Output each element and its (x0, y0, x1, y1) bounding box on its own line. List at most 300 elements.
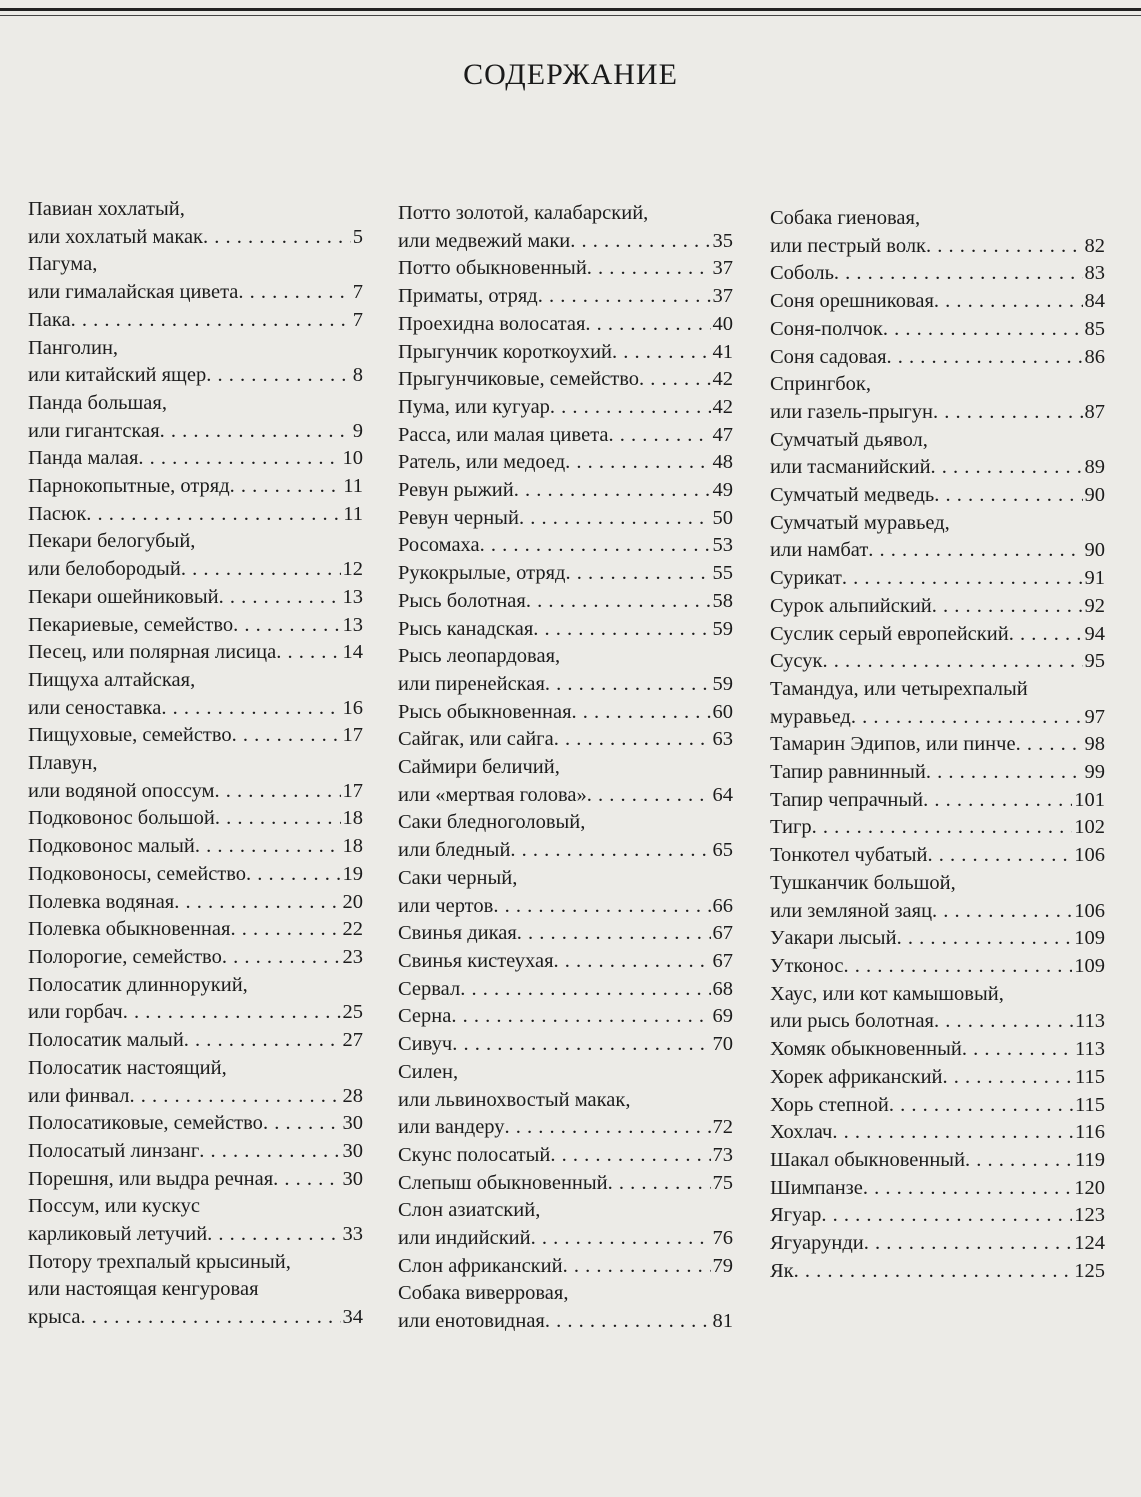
dot-leader (926, 233, 1082, 261)
toc-entry-last-line (770, 593, 1105, 621)
toc-entry (770, 565, 1105, 593)
toc-page-number: 89 (1084, 456, 1105, 479)
toc-entry-text: или сеноставка (28, 696, 162, 719)
dot-leader (123, 999, 341, 1027)
toc-entry-last-line (770, 399, 1105, 427)
toc-entry-text: Свинья кистеухая (398, 949, 554, 972)
toc-entry (770, 260, 1105, 288)
toc-entry (398, 809, 733, 864)
toc-entry (28, 833, 363, 861)
dot-leader (585, 311, 710, 339)
toc-entry-text: или пиренейская (398, 672, 545, 695)
toc-page-number: 50 (712, 506, 733, 529)
toc-page-number: 115 (1075, 1065, 1105, 1088)
toc-entry (770, 1064, 1105, 1092)
toc-page-number: 65 (712, 839, 733, 862)
toc-entry-text: Ягуарунди (770, 1232, 864, 1255)
toc-page-number: 87 (1084, 400, 1105, 423)
toc-entry-text: Рысь леопардовая, (398, 645, 561, 668)
toc-entry-text: Уакари лысый (770, 927, 897, 950)
toc-entry (398, 976, 733, 1004)
toc-entry-text: Соня орешниковая (770, 290, 934, 313)
toc-entry-text: Слон африканский (398, 1254, 563, 1277)
toc-page-number: 10 (342, 447, 363, 470)
toc-entry (770, 344, 1105, 372)
dot-leader (505, 1114, 711, 1142)
toc-entry (770, 1092, 1105, 1120)
dot-leader (533, 616, 710, 644)
toc-page-number: 7 (352, 281, 363, 304)
dot-leader (263, 1110, 341, 1138)
toc-entry-text: Хомяк обыкновенный (770, 1038, 962, 1061)
toc-entry (28, 722, 363, 750)
toc-entry (398, 366, 733, 394)
toc-entry (770, 981, 1105, 1036)
dot-leader (864, 1230, 1072, 1258)
toc-entry (28, 528, 363, 583)
toc-entry-text: Саки бледноголовый, (398, 811, 586, 834)
toc-entry-last-line (398, 699, 733, 727)
toc-entry-last-line (770, 704, 1105, 732)
toc-entry-last-line (398, 1031, 733, 1059)
toc-entry-last-line (28, 695, 363, 723)
toc-entry (398, 505, 733, 533)
toc-page-number: 25 (342, 1001, 363, 1024)
toc-entry-text: Як (770, 1259, 794, 1282)
toc-entry-text: или чертов (398, 894, 494, 917)
dot-leader (526, 588, 711, 616)
toc-entry-last-line (398, 255, 733, 283)
toc-entry-text: Полосатик длиннорукий, (28, 973, 248, 996)
toc-entry-last-line (398, 339, 733, 367)
toc-entry-text: Утконос (770, 954, 844, 977)
toc-entry-last-line (770, 787, 1105, 815)
dot-leader (545, 671, 711, 699)
dot-leader (897, 925, 1073, 953)
toc-entry-text: Тапир чепрачный (770, 788, 924, 811)
toc-page-number: 106 (1074, 844, 1105, 867)
toc-entry (28, 445, 363, 473)
toc-entry-last-line (398, 782, 733, 810)
toc-entry (398, 754, 733, 809)
toc-entry (770, 1147, 1105, 1175)
toc-entry-text: Подковонос большой (28, 807, 215, 830)
toc-entry-text: Ягуар (770, 1204, 822, 1227)
toc-entry-text: Слон азиатский, (398, 1199, 541, 1222)
toc-entry-text: Собака виверровая, (398, 1282, 569, 1305)
toc-page-number: 17 (342, 724, 363, 747)
dot-leader (519, 505, 711, 533)
toc-entry (770, 1175, 1105, 1203)
dot-leader (608, 1170, 711, 1198)
toc-entry (28, 501, 363, 529)
dot-leader (933, 399, 1082, 427)
dot-leader (923, 787, 1072, 815)
toc-page-number: 72 (712, 1116, 733, 1139)
toc-entry (398, 394, 733, 422)
toc-entry (770, 676, 1105, 731)
toc-page-number: 99 (1084, 761, 1105, 784)
toc-entry-last-line (28, 722, 363, 750)
toc-entry-text: Соня-полчок (770, 317, 883, 340)
toc-entry-last-line (770, 454, 1105, 482)
toc-entry-text: Ревун черный (398, 506, 519, 529)
dot-leader (129, 1083, 340, 1111)
toc-page-number: 69 (712, 1005, 733, 1028)
toc-page-number: 53 (712, 534, 733, 557)
toc-entry-last-line (398, 920, 733, 948)
toc-page-number: 30 (342, 1167, 363, 1190)
toc-page-number: 86 (1084, 345, 1105, 368)
dot-leader (452, 1031, 710, 1059)
toc-entry-last-line (28, 445, 363, 473)
toc-entry-last-line (28, 556, 363, 584)
toc-entry-text: Подковоносы, семейство (28, 862, 247, 885)
toc-entry-text: или гималайская цивета (28, 281, 239, 304)
toc-entry-last-line (398, 394, 733, 422)
toc-page-number: 23 (342, 945, 363, 968)
toc-entry (28, 667, 363, 722)
toc-page-number: 9 (352, 419, 363, 442)
dot-leader (868, 537, 1082, 565)
toc-entry (398, 422, 733, 450)
dot-leader (233, 612, 340, 640)
toc-entry (770, 621, 1105, 649)
toc-page-number: 20 (342, 890, 363, 913)
toc-entry-text: Сервал (398, 977, 461, 1000)
toc-entry-last-line (28, 1027, 363, 1055)
toc-entry (770, 648, 1105, 676)
toc-page-number: 120 (1074, 1176, 1105, 1199)
dot-leader (199, 1138, 340, 1166)
toc-entry-last-line (770, 731, 1105, 759)
toc-entry-last-line (28, 944, 363, 972)
dot-leader (962, 1036, 1073, 1064)
toc-entry-last-line (398, 1142, 733, 1170)
dot-leader (932, 593, 1083, 621)
toc-entry-text: Прыгунчик короткоухий (398, 340, 613, 363)
toc-entry (398, 920, 733, 948)
dot-leader (572, 699, 711, 727)
toc-page-number: 73 (712, 1143, 733, 1166)
toc-entry (770, 288, 1105, 316)
toc-entry (28, 335, 363, 390)
toc-entry (398, 1059, 733, 1142)
toc-page-number: 19 (342, 862, 363, 885)
toc-entry-text: Саки черный, (398, 866, 518, 889)
toc-entry-text: Пака (28, 308, 71, 331)
dot-leader (587, 255, 711, 283)
toc-entry (770, 371, 1105, 426)
toc-entry-last-line (398, 422, 733, 450)
toc-entry-text: Панголин, (28, 336, 119, 359)
toc-entry-last-line (398, 560, 733, 588)
toc-entry-text: Полевка водяная (28, 890, 175, 913)
dot-leader (821, 1202, 1072, 1230)
toc-entry-text: или китайский ящер (28, 364, 207, 387)
toc-entry (398, 477, 733, 505)
toc-entry-last-line (770, 1064, 1105, 1092)
toc-page-number: 94 (1084, 622, 1105, 645)
toc-entry-text: Прыгунчиковые, семейство (398, 368, 640, 391)
toc-entry-text: Рукокрылые, отряд (398, 562, 566, 585)
toc-entry (28, 889, 363, 917)
dot-leader (565, 449, 710, 477)
toc-entry-last-line (770, 1202, 1105, 1230)
toc-entry-text: Хорь степной (770, 1093, 889, 1116)
dot-leader (451, 1003, 710, 1031)
toc-entry (28, 805, 363, 833)
dot-leader (843, 953, 1072, 981)
toc-entry (398, 283, 733, 311)
toc-page-number: 68 (712, 977, 733, 1000)
dot-leader (1009, 621, 1083, 649)
toc-entry-last-line (28, 279, 363, 307)
toc-page-number: 55 (712, 562, 733, 585)
toc-page-number: 113 (1075, 1038, 1105, 1061)
toc-entry-last-line (770, 842, 1105, 870)
dot-leader (493, 893, 710, 921)
toc-entry-text: Панда большая, (28, 391, 167, 414)
toc-page-number: 75 (712, 1171, 733, 1194)
dot-leader (842, 565, 1083, 593)
toc-entry-last-line (398, 976, 733, 1004)
toc-page-number: 30 (342, 1112, 363, 1135)
toc-entry (28, 972, 363, 1027)
toc-entry-text: Пищуха алтайская, (28, 668, 196, 691)
toc-entry-text: или газель-прыгун (770, 400, 934, 423)
toc-entry-last-line (770, 953, 1105, 981)
toc-page-number: 124 (1074, 1232, 1105, 1255)
toc-entry-last-line (770, 1175, 1105, 1203)
toc-entry-last-line (28, 307, 363, 335)
toc-entry-text: карликовый летучий (28, 1223, 208, 1246)
toc-entry-text: Тушканчик большой, (770, 871, 956, 894)
toc-entry-text: Пагума, (28, 253, 98, 276)
toc-page-number: 42 (712, 368, 733, 391)
toc-entry-text: Приматы, отряд (398, 285, 538, 308)
toc-entry-text: Парнокопытные, отряд (28, 475, 230, 498)
toc-entry-text: Полосатый линзанг (28, 1139, 200, 1162)
toc-entry-text: или гигантская (28, 419, 160, 442)
toc-entry-text: Суслик серый европейский (770, 622, 1009, 645)
dot-leader (887, 344, 1083, 372)
toc-entry (28, 196, 363, 251)
toc-entry-last-line (770, 898, 1105, 926)
dot-leader (883, 316, 1083, 344)
toc-entry-text: Павиан хохлатый, (28, 198, 185, 220)
dot-leader (965, 1147, 1073, 1175)
toc-page-number: 85 (1084, 317, 1105, 340)
toc-entry-text: Пасюк (28, 502, 87, 525)
dot-leader (832, 1119, 1073, 1147)
toc-page-number: 82 (1084, 234, 1105, 257)
toc-entry-text: Полосатиковые, семейство (28, 1112, 263, 1135)
toc-entry-text: или рысь болотная (770, 1010, 934, 1033)
toc-entry-last-line (770, 621, 1105, 649)
toc-entry (770, 925, 1105, 953)
toc-page-number: 66 (712, 894, 733, 917)
toc-page-number: 70 (712, 1033, 733, 1056)
dot-leader (480, 532, 711, 560)
toc-entry-last-line (398, 366, 733, 394)
toc-entry-last-line (770, 814, 1105, 842)
toc-page-number: 81 (712, 1310, 733, 1333)
dot-leader (612, 339, 710, 367)
toc-column-2 (398, 200, 733, 1336)
toc-entry-text: Силен, (398, 1060, 459, 1083)
toc-entry-last-line (398, 671, 733, 699)
toc-entry-last-line (28, 916, 363, 944)
toc-page-number: 60 (712, 700, 733, 723)
toc-entry-last-line (398, 228, 733, 256)
toc-entry-text: Полосатик малый (28, 1029, 184, 1052)
toc-entry-last-line (398, 1308, 733, 1336)
toc-entry-text: Сумчатый муравьед, (770, 511, 950, 534)
dot-leader (587, 782, 711, 810)
toc-page-number: 123 (1074, 1204, 1105, 1227)
toc-entry-last-line (28, 418, 363, 446)
toc-page-number: 83 (1084, 262, 1105, 285)
toc-page-number: 95 (1084, 650, 1105, 673)
toc-entry-last-line (398, 477, 733, 505)
toc-entry-text: Песец, или полярная лисица (28, 641, 277, 664)
toc-entry-text: или индийский (398, 1227, 531, 1250)
toc-page-number: 64 (712, 783, 733, 806)
toc-page-number: 49 (712, 479, 733, 502)
toc-entry (398, 865, 733, 920)
toc-entry-last-line (398, 1170, 733, 1198)
toc-page-number: 17 (342, 779, 363, 802)
toc-column-3 (770, 205, 1105, 1285)
toc-entry-text: или львинохвостый макак, (398, 1088, 631, 1111)
toc-entry-last-line (28, 473, 363, 501)
toc-page-number: 102 (1074, 816, 1105, 839)
toc-page-number: 113 (1075, 1010, 1105, 1033)
toc-column-1 (28, 196, 363, 1332)
toc-page-number: 76 (712, 1227, 733, 1250)
toc-entry-text: или финвал (28, 1084, 130, 1107)
dot-leader (276, 639, 340, 667)
toc-page-number: 101 (1074, 788, 1105, 811)
toc-entry-last-line (28, 1166, 363, 1194)
toc-entry-last-line (28, 833, 363, 861)
toc-entry-last-line (398, 837, 733, 865)
toc-entry-last-line (28, 1221, 363, 1249)
toc-entry-text: крыса (28, 1306, 81, 1329)
toc-entry-text: Пекари белогубый, (28, 530, 196, 553)
toc-entry (398, 1003, 733, 1031)
toc-page-number: 109 (1074, 954, 1105, 977)
toc-entry-text: Тамарин Эдипов, или пинче (770, 733, 1016, 756)
toc-entry (28, 1055, 363, 1110)
toc-entry-text: Тигр (770, 816, 812, 839)
toc-entry-text: Серна (398, 1005, 452, 1028)
toc-page-number: 5 (352, 225, 363, 248)
toc-entry-last-line (770, 260, 1105, 288)
toc-entry-text: Саймири беличий, (398, 756, 560, 779)
toc-entry-last-line (770, 288, 1105, 316)
toc-page-number: 14 (342, 641, 363, 664)
toc-entry-text: Шимпанзе (770, 1176, 863, 1199)
toc-entry-last-line (398, 1253, 733, 1281)
dot-leader (563, 1253, 711, 1281)
dot-leader (514, 477, 711, 505)
toc-entry (770, 870, 1105, 925)
toc-entry-last-line (28, 612, 363, 640)
toc-entry-text: или намбат (770, 539, 869, 562)
toc-entry-text: Сурок альпийский (770, 594, 932, 617)
toc-page-number: 7 (352, 308, 363, 331)
dot-leader (639, 366, 710, 394)
toc-entry (398, 616, 733, 644)
toc-entry-last-line (28, 501, 363, 529)
dot-leader (460, 976, 710, 1004)
toc-entry-text: Проехидна волосатая (398, 312, 586, 335)
toc-page-number: 48 (712, 451, 733, 474)
dot-leader (517, 920, 711, 948)
toc-entry (28, 1193, 363, 1248)
toc-page-number: 59 (712, 672, 733, 695)
toc-entry-last-line (28, 861, 363, 889)
toc-entry (770, 731, 1105, 759)
toc-page-number: 22 (342, 918, 363, 941)
toc-entry-text: или медвежий маки (398, 229, 571, 252)
toc-entry (28, 584, 363, 612)
toc-entry-text: или пестрый волк (770, 234, 927, 257)
dot-leader (230, 473, 342, 501)
toc-entry (398, 1142, 733, 1170)
toc-entry (770, 482, 1105, 510)
toc-page-number: 13 (342, 613, 363, 636)
toc-page-number: 63 (712, 728, 733, 751)
dot-leader (550, 394, 711, 422)
toc-entry-text: Сумчатый дьявол, (770, 428, 928, 451)
toc-entry (398, 311, 733, 339)
toc-page-number: 40 (712, 312, 733, 335)
dot-leader (71, 307, 351, 335)
toc-page-number: 33 (342, 1223, 363, 1246)
toc-entry-last-line (28, 362, 363, 390)
toc-entry-text: Свинья дикая (398, 922, 517, 945)
toc-entry-last-line (28, 805, 363, 833)
dot-leader (926, 759, 1083, 787)
toc-entry (770, 842, 1105, 870)
toc-entry-last-line (770, 344, 1105, 372)
toc-page-number: 67 (712, 949, 733, 972)
toc-entry (398, 532, 733, 560)
toc-entry (398, 449, 733, 477)
toc-entry-text: Соболь (770, 262, 834, 285)
toc-entry-text: Скунс полосатый (398, 1143, 551, 1166)
toc-entry (770, 510, 1105, 565)
dot-leader (219, 584, 341, 612)
toc-entry (28, 750, 363, 805)
toc-entry-text: Полосатик настоящий, (28, 1056, 227, 1079)
toc-entry-text: Полорогие, семейство (28, 945, 222, 968)
toc-entry (770, 1119, 1105, 1147)
dot-leader (851, 704, 1083, 732)
toc-entry-last-line (398, 588, 733, 616)
dot-leader (80, 1304, 340, 1332)
toc-entry-last-line (770, 565, 1105, 593)
toc-entry (770, 787, 1105, 815)
toc-entry-text: или бледный (398, 839, 511, 862)
toc-page-number: 30 (342, 1139, 363, 1162)
toc-entry-text: Хохлач (770, 1121, 833, 1144)
toc-entry (770, 316, 1105, 344)
toc-entry (770, 1036, 1105, 1064)
